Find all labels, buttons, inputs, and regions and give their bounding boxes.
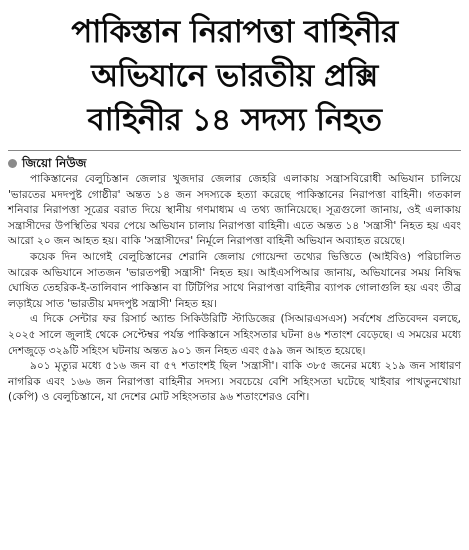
paragraph: ৯০১ মৃত্যুর মধ্যে ৫১৬ জন বা ৫৭ শতাংশই ছিল 'সন্ত্রাসী'। বাকি ৩৮৫ জনের মধ্যে ২১৯ জন সাধারণ নাগরিক এবং ১৬৬ জন নিরাপত্তা বাহিনীর সদস্য। সবচেয়ে বেশি সহিংসতা ঘটেছে খাইবার পাখতুনখোয়া (কেপি) ও বেলুচিস্তানে, যা দেশের মোট সহিংসতার ৯৬ শতাংশেরও বেশি। <box>8 360 461 404</box>
headline <box>8 10 461 142</box>
bullet-icon <box>8 159 17 168</box>
paragraph: পাকিস্তানের বেলুচিস্তান জেলার খুজদার জেলার জেহরি এলাকায় সন্ত্রাসবিরোধী অভিযান চালিয়ে 'ভারতের মদদপুষ্ট গোষ্ঠীর' অন্তত ১৪ জন সদস্যকে হত্যা করেছে পাকিস্তানের নিরাপত্তা বাহিনী। গতকাল শনিবার নিরাপত্তা সূত্রের বরাত দিয়ে স্থানীয় গণমাধ্যম এ তথ্য জানিয়েছে। সূত্রগুলো জানায়, ওই এলাকায় সন্ত্রাসীদের উপস্থিতির খবর পেয়ে অভিযান চালায় নিরাপত্তা বাহিনী। এতে অন্তত ১৪ 'সন্ত্রাসী' নিহত হয় এবং আরো ২০ জন আহত হয়। বাকি 'সন্ত্রাসীদের' নির্মূলে নিরাপত্তা বাহিনী অভিযান অব্যাহত রয়েছে। <box>8 173 461 248</box>
headline-line-1: পাকিস্তান নিরাপত্তা বাহিনীর <box>71 14 398 50</box>
headline-line-2: অভিযানে ভারতীয় প্রক্সি <box>91 58 378 94</box>
divider <box>8 150 461 151</box>
article-body <box>8 172 461 406</box>
byline <box>8 155 461 171</box>
headline-line-3: বাহিনীর ১৪ সদস্য নিহত <box>87 102 382 138</box>
byline-source: জিয়ো নিউজ <box>22 156 87 170</box>
paragraph: এ দিকে সেন্টার ফর রিসার্চ অ্যান্ড সিকিউরিটি স্টাডিজের (সিআরএসএস) সর্বশেষ প্রতিবেদন বলছে, ২০২৫ সালে জুলাই থেকে সেপ্টেম্বর পর্যন্ত পাকিস্তানে সহিংসতার ঘটনা ৪৬ শতাংশ বেড়েছে। এ সময়ের মধ্যে দেশজুড়ে ৩২৯টি সহিংস ঘটনায় অন্তত ৯০১ জন নিহত এবং ৫৯৯ জন আহত হয়েছে। <box>8 313 461 357</box>
paragraph: কয়েক দিন আগেই বেলুচিস্তানের শেরানি জেলায় গোয়েন্দা তথ্যের ভিত্তিতে (আইবিও) পরিচালিত আরেক অভিযানে সাতজন 'ভারতপন্থী সন্ত্রাসী' নিহত হয়। আইএসপিআর জানায়, অভিযানের সময় নিষিদ্ধ ঘোষিত তেহরিক-ই-তালিবান পাকিস্তান বা টিটিপির সাথে নিরাপত্তা বাহিনীর ব্যাপক গোলাগুলি হয় এবং তীব্র লড়াইয়ে সাত 'ভারতীয় মদদপুষ্ট সন্ত্রাসী' নিহত হয়। <box>8 250 461 310</box>
